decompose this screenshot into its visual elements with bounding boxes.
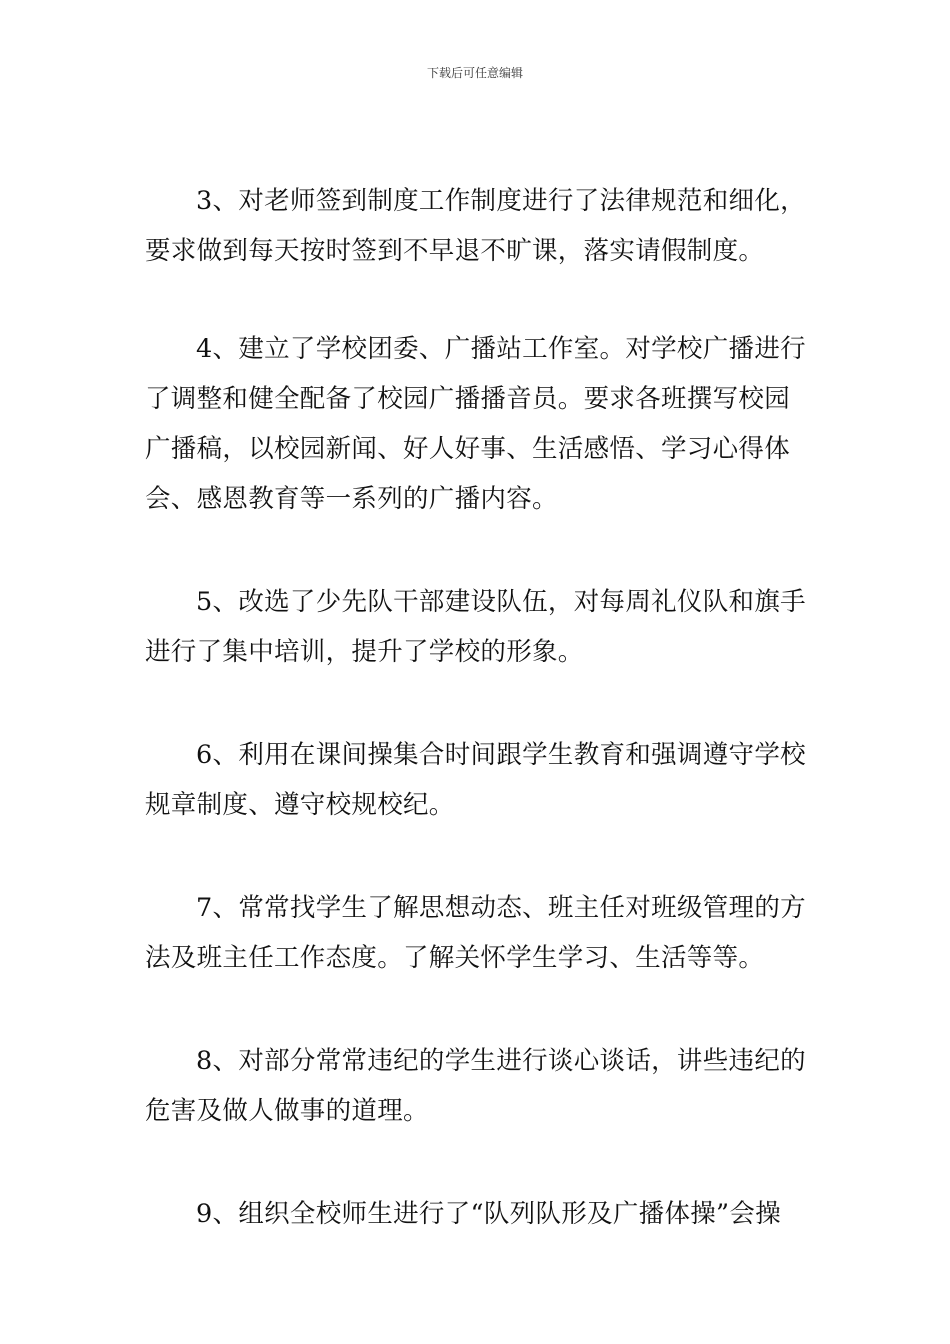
paragraph-item-8: 8、对部分常常违纪的学生进行谈心谈话，讲些违纪的危害及做人做事的道理。: [145, 1046, 806, 1126]
document-body: [145, 176, 807, 1239]
paragraph-item-7: 7、常常找学生了解思想动态、班主任对班级管理的方法及班主任工作态度。了解关怀学生学习、生活等等。: [145, 893, 806, 973]
paragraph-item-4: 4、建立了学校团委、广播站工作室。对学校广播进行了调整和健全配备了校园广播播音员。要求各班撰写校园广播稿，以校园新闻、好人好事、生活感悟、学习心得体会、感恩教育等一系列的广播内容。: [145, 334, 806, 514]
paragraph-item-9: 9、组织全校师生进行了“队列队形及广播体操”会操: [196, 1199, 781, 1229]
page-header: 下载后可任意编辑: [426, 66, 523, 80]
paragraph-item-5: 5、改选了少先队干部建设队伍，对每周礼仪队和旗手进行了集中培训，提升了学校的形象。: [145, 587, 806, 667]
paragraph-item-3: 3、对老师签到制度工作制度进行了法律规范和细化，要求做到每天按时签到不早退不旷课，落实请假制度。: [145, 186, 806, 266]
paragraph-item-6: 6、利用在课间操集合时间跟学生教育和强调遵守学校规章制度、遵守校规校纪。: [145, 740, 806, 820]
